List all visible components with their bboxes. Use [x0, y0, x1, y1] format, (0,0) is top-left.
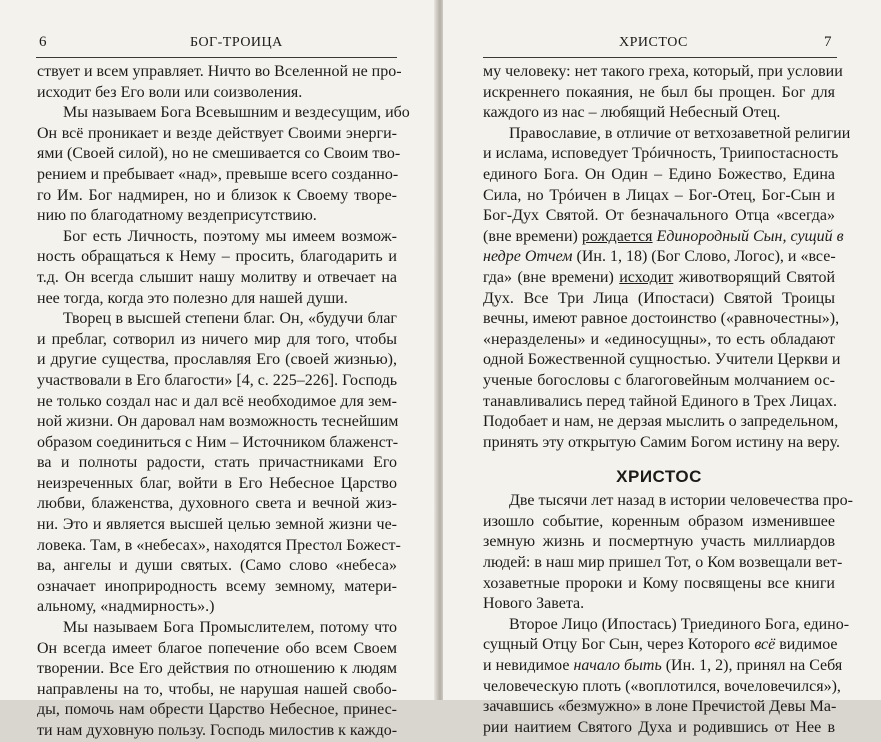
text-line: ва, ангелы и души святых. (Само слово «небеса»: [37, 557, 397, 575]
left-body-text: [37, 62, 410, 742]
text-line: нию по благодатному вездеприсутствию.: [37, 207, 317, 225]
text-line: не только создал нас и дал всё необходимое для зем-: [37, 392, 397, 410]
text-line: Сила, но Трóичен в Лицах – Бог-Отец, Бог-Сын и: [483, 186, 835, 204]
text-line: каждого из нас – любящий Небесный Отец.: [483, 104, 781, 122]
text-line: неизреченных благ, войти в Его Небесное Царство: [37, 474, 397, 492]
text-line: ствует и всем управляет. Ничто во Вселенной не про-: [37, 63, 402, 80]
text-fragment: сущный Отцу Бог Сын, через Которого: [483, 636, 755, 654]
text-line: творении. Все Его действия по отношению к людям: [37, 660, 397, 678]
right-page: [443, 0, 881, 736]
text-line: «неразделены» и «единосущны», то есть обладают: [483, 330, 835, 348]
text-line: Дух. Все Три Лица (Ипостаси) Святой Троицы: [483, 289, 835, 307]
text-line: ученые богословы с благоговейным молчанием ос-: [483, 371, 835, 389]
text-fragment: гда» (вне времени): [483, 268, 620, 286]
text-line: му человеку: нет такого греха, который, при условии: [483, 63, 843, 80]
section-top-text: [483, 62, 851, 453]
page-number: 7: [824, 34, 832, 50]
text-line: [483, 247, 835, 268]
text-line: и другие существа, прославляя Его (своей жизнью),: [37, 351, 397, 369]
text-line: [483, 656, 843, 677]
right-body-text: [483, 62, 853, 738]
text-line: людей: в наш мир пришел Тот, о Ком возвещали вет-: [483, 554, 843, 572]
text-line: изошло событие, коренным образом изменившее: [483, 512, 835, 530]
text-line: единого Бога. Он Один – Едино Божество, Едина: [483, 165, 835, 183]
text-line: танавливались перед тайной Единого в Трех Лицах.: [483, 392, 837, 410]
text-line: исходит без Его воли или соизволения.: [37, 83, 303, 101]
text-line: Второе Лицо (Ипостась) Триединого Бога, едино-: [509, 615, 850, 633]
text-line: т.д. Он всегда слышит нашу молитву и отвечает на: [37, 268, 397, 286]
text-line: любви, блаженства, духовного света и вечной жиз-: [37, 495, 397, 513]
section-bottom-text: [483, 491, 853, 738]
text-line: альному, «надмирность».): [37, 598, 215, 616]
text-line: означает иноприродность всему земному, матери-: [37, 577, 397, 595]
underlined-word: рождается: [581, 227, 653, 245]
text-fragment: и невидимое: [483, 657, 574, 675]
text-line: направлены на то, чтобы, не нарушая нашей свобо-: [37, 680, 397, 698]
right-header: [443, 34, 881, 56]
text-line: человеческую плоть («воплотился, вочеловечился»),: [483, 677, 841, 695]
text-fragment: (Ин. 1, 2), принял на Себя: [661, 657, 843, 675]
text-line: Он всё проникает и везде действует Своими энерги-: [37, 124, 397, 142]
text-line: [483, 635, 838, 656]
text-line: вечны, имеют равное достоинство («равночестны»),: [483, 310, 840, 328]
text-line: ями (Своей силой), но не смешивается со Своим тво-: [37, 145, 401, 163]
text-line: Подобает и нам, не дерзая мыслить о запредельном,: [483, 413, 839, 431]
italic-phrase: Единородный Сын, сущий в: [656, 227, 844, 245]
text-line: рением и пребывает «над», превыше всего созданно-: [37, 165, 399, 183]
text-line: рии наитием Святого Духа и родившись от Нее в: [483, 718, 835, 736]
underlined-word: исходит: [619, 268, 674, 286]
text-line: Две тысячи лет назад в истории человечества про-: [509, 492, 853, 510]
text-line: хозаветные пророки и Кому посвящены все книги: [483, 574, 835, 592]
running-title: ХРИСТОС: [619, 35, 688, 50]
text-line: ти нам духовную пользу. Господь милостив к каждо-: [37, 722, 398, 739]
italic-phrase: начало быть: [573, 657, 662, 675]
text-line: Мы называем Бога Всевышним и вездесущим, ибо: [63, 104, 410, 122]
text-line: образом соединиться с Ним – Источником блаженст-: [37, 433, 399, 451]
text-line: и ислама, исповедует Трóичность, Триипостасность: [483, 145, 839, 163]
text-line: и преблаг, сотворил из ничего мир для того, чтобы: [37, 330, 397, 348]
section-heading: ХРИСТОС: [616, 467, 702, 487]
italic-phrase: недре Отчем: [483, 248, 573, 266]
text-line: участвовали в Его благости» [4, с. 225–226]. Господь: [37, 371, 397, 389]
left-page: [0, 0, 437, 739]
text-line: Он всегда имеет благое попечение обо всем Своем: [37, 639, 397, 657]
text-line: нее тогда, когда это полезно для нашей души.: [37, 289, 348, 307]
text-line: го Им. Бог надмирен, но и близок к Своему творе-: [37, 186, 397, 204]
header-rule: [483, 57, 837, 58]
text-line: ни. Это и является высшей целью земной жизни че-: [37, 516, 397, 534]
text-line: земную жизнь и посмертную участь миллиардов: [483, 533, 835, 551]
italic-phrase: всё: [754, 636, 776, 654]
text-line: ды, помочь нам обрести Царство Небесное, принес-: [37, 701, 397, 719]
header-rule: [36, 57, 397, 58]
text-line: зачавшись «безмужно» в лоне Пречистой Девы Ма-: [483, 698, 837, 716]
text-line: Нового Завета.: [483, 595, 585, 613]
text-fragment: видимое: [775, 636, 838, 654]
text-line: ность обращаться к Нему – просить, благодарить и: [37, 248, 397, 266]
text-line: ва и полноты радости, стать причастниками Его: [37, 454, 397, 472]
text-fragment: (вне времени): [483, 227, 582, 245]
text-line: [483, 227, 844, 248]
text-line: Бог-Дух Святой. От безначального Отца «всегда»: [483, 207, 835, 225]
text-fragment: (Ин. 1, 18) (Бог Слово, Логос), и «все-: [572, 248, 836, 266]
text-line: ной жизни. Он даровал нам возможность теснейшим: [37, 413, 399, 431]
text-line: ловека. Там, в «небесах», находятся Престол Божест-: [37, 536, 401, 554]
text-line: принять эту открытую Самим Богом истину на веру.: [483, 433, 840, 451]
text-line: Творец в высшей степени благ. Он, «будучи благ: [63, 310, 397, 328]
running-title: БОГ-ТРОИЦА: [190, 35, 283, 50]
text-line: [483, 268, 835, 289]
text-line: Бог есть Личность, поэтому мы имеем возмож-: [63, 227, 397, 245]
text-line: одной Божественной сущностью. Учители Церкви и: [483, 351, 841, 369]
text-line: искреннего покаяния, не был бы прощен. Бог для: [483, 83, 835, 101]
text-line: Православие, в отличие от ветхозаветной религии: [509, 124, 851, 142]
left-header: [0, 34, 437, 56]
text-fragment: животворящий Святой: [673, 268, 836, 286]
text-line: Мы называем Бога Промыслителем, потому что: [63, 619, 397, 637]
page-number: 6: [39, 34, 47, 50]
